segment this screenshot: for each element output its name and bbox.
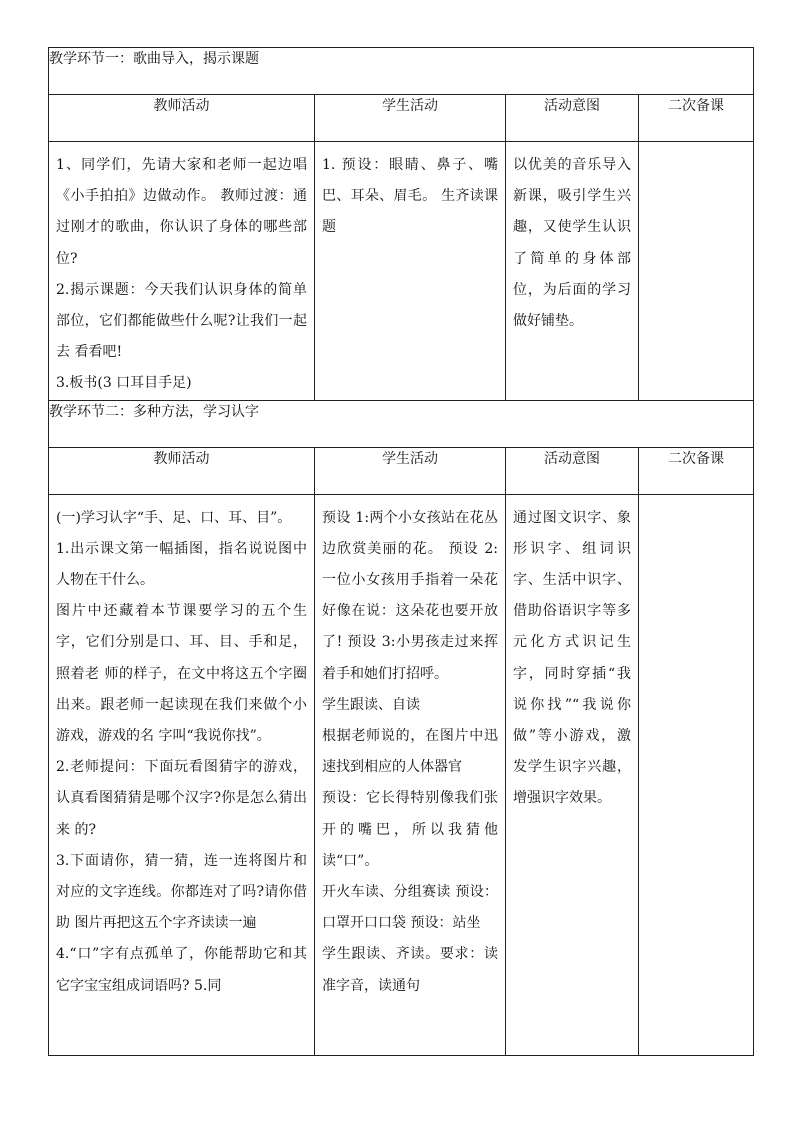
section2-header-row <box>49 447 754 494</box>
section2-title: 教学环节二：多种方法，学习认字 <box>49 400 754 447</box>
section1-student-cell <box>315 142 506 401</box>
lesson-plan-table <box>48 47 754 1056</box>
section1-intent-para: 以优美的音乐导入新课，吸引学生兴趣，又使学生认识了简单的身体部 位，为后面的学习做好铺垫。 <box>513 157 631 330</box>
section2-student-cell <box>315 494 506 1055</box>
section2-notes-cell <box>639 494 754 1055</box>
header-second-prep: 二次备课 <box>639 95 754 142</box>
section2-notes <box>639 495 753 503</box>
section2-student-para: 根据老师说的，在图片中迅速找到相应的人体器官 <box>322 728 498 776</box>
section2-teacher-para: 1.出示课文第一幅插图，指名说说图中人物在干什么。 <box>56 540 307 589</box>
section2-student-para: 学生跟读、自读 <box>322 696 420 713</box>
section2-teacher-para: 2.老师提问：下面玩看图猜字的游戏，认真看图猜猜是哪个汉字?你是怎么猜出来 的? <box>56 759 307 838</box>
header-student-activity: 学生活动 <box>315 447 506 494</box>
section2-teacher-para: 3.下面请你，猜一猜，连一连将图片和对应的文字连线。你都连对了吗?请你借助 图片再把这五个字齐读读一遍 <box>56 852 307 932</box>
header-student-activity: 学生活动 <box>315 95 506 142</box>
section2-teacher-para: 图片中还藏着本节课要学习的五个生字，它们分别是口、耳、目、手和足，照着老 师的样子，在文中将这五个字圈出来。跟老师一起读现在我们来做个小游戏，游戏的名 字叫“我说你找”。 <box>56 603 307 745</box>
section2-intent-para: 通过图文识字、象形识字、组词识字、生活中识字、借助俗语识字等多元化方式识记生字，同时穿插“我说你找”“我说你做”等小游戏，激发学生识字兴趣， 增强识字效果。 <box>513 509 631 807</box>
section1-teacher-para: 1、同学们，先请大家和老师一起边唱《小手拍拍》边做动作。 教师过渡：通过刚才的歌曲，你认识了身体的哪些部位? <box>56 157 307 267</box>
section2-intent-cell <box>506 494 639 1055</box>
section2-student-para: 预设：它长得特别像我们张开的嘴巴，所以我猜他读“口”。 <box>322 790 498 869</box>
section1-row <box>49 48 754 95</box>
section1-body-row <box>49 142 754 401</box>
section1-student-para: 1. 预设：眼睛、鼻子、嘴巴、耳朵、眉毛。 生齐读课题 <box>322 157 498 236</box>
header-teacher-activity: 教师活动 <box>49 447 315 494</box>
section2-student-para: 预设 1:两个小女孩站在花丛边欣赏美丽的花。 预设 2:一位小女孩用手指着一朵花好像在说：这朵花也要开放了! 预设 3:小男孩走过来挥着手和她们打招呼。 <box>322 509 498 682</box>
section1-header-row <box>49 95 754 142</box>
header-activity-intent: 活动意图 <box>506 95 639 142</box>
header-teacher-activity: 教师活动 <box>49 95 315 142</box>
section2-body-row <box>49 494 754 1055</box>
section2-student-para: 学生跟读、齐读。要求：读准字音，读通句 <box>322 946 498 994</box>
section2-row <box>49 400 754 447</box>
section2-teacher-para: (一)学习认字“手、足、口、耳、目”。 <box>56 509 292 526</box>
header-activity-intent: 活动意图 <box>506 447 639 494</box>
section2-teacher-cell <box>49 494 315 1055</box>
section1-intent-cell <box>506 142 639 401</box>
header-second-prep: 二次备课 <box>639 447 754 494</box>
section2-teacher-para: 4.“口”字有点孤单了，你能帮助它和其它字宝宝组成词语吗? 5.同 <box>56 946 307 994</box>
section2-student-para: 开火车读、分组赛读 预设：口罩开口口袋 预设：站坐 <box>322 884 498 932</box>
section1-teacher-cell <box>49 142 315 401</box>
section1-teacher-para: 2.揭示课题：今天我们认识身体的简单部位，它们都能做些什么呢?让我们一起去 看看吧! <box>56 281 307 361</box>
section1-title: 教学环节一：歌曲导入，揭示课题 <box>49 48 754 95</box>
section1-teacher-para: 3.板书(3 口耳目手足) <box>56 375 192 392</box>
section1-notes <box>639 142 753 150</box>
section1-notes-cell <box>639 142 754 401</box>
